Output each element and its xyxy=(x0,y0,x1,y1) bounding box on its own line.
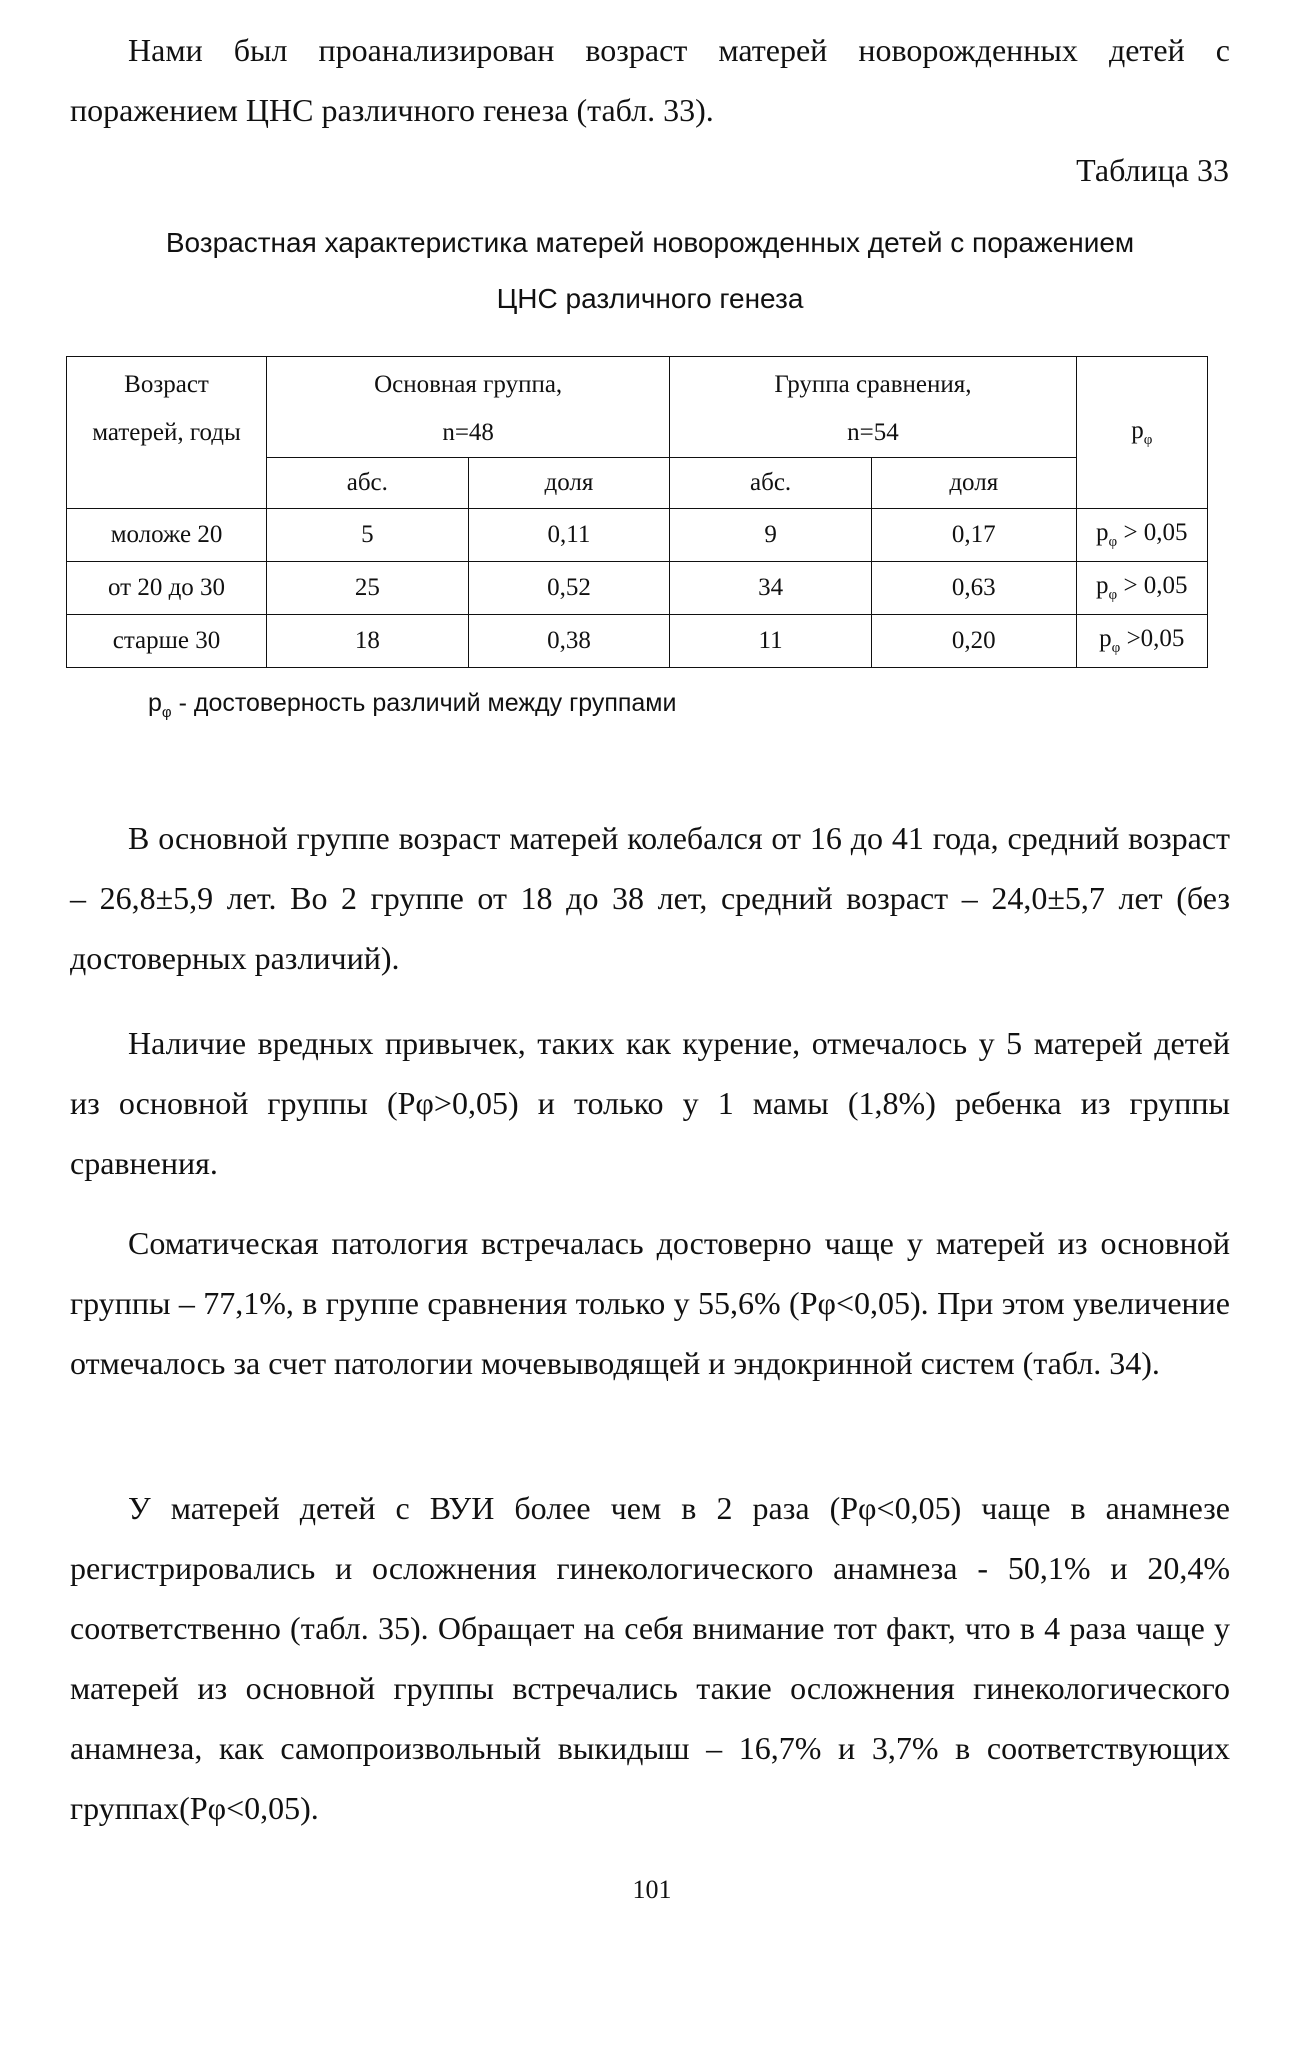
p-rest: >0,05 xyxy=(1120,625,1185,652)
table-header-row xyxy=(67,357,1208,458)
paragraph-age-range: В основной группе возраст матерей колебался от 16 до 41 года, средний возраст – 26,8±5,9 лет. Во 2 группе от 18 до 38 лет, средний возраст – 24,0±5,7 лет (без достоверных различий). xyxy=(70,820,1230,976)
cell-main-abs: 25 xyxy=(267,562,469,615)
p-rest: > 0,05 xyxy=(1117,572,1188,599)
header-main-group-line-1: Основная группа, xyxy=(374,371,563,398)
table-row xyxy=(67,615,1208,668)
cell-main-abs: 18 xyxy=(267,615,469,668)
p-sub: φ xyxy=(1108,534,1118,550)
header-main-group-line-2: n=48 xyxy=(442,419,494,446)
subheader-main-abs: абс. xyxy=(267,458,469,509)
footnote-text: - достоверность различий между группами xyxy=(171,689,677,717)
cell-comp-abs: 9 xyxy=(670,509,872,562)
header-comparison-group-line-1: Группа сравнения, xyxy=(774,371,972,398)
subheader-comp-share: доля xyxy=(871,458,1076,509)
subheader-comp-abs: абс. xyxy=(670,458,872,509)
paragraph-somatic: Соматическая патология встречалась достоверно чаще у матерей из основной группы – 77,1%, в группе сравнения только у 55,6% (Рφ<0,05). При этом увеличение отмечалось за счет патологии мочевыводящей и эндокринной систем (табл. 34). xyxy=(70,1225,1230,1381)
table-title-line-1: Возрастная характеристика матерей новорожденных детей с поражением xyxy=(165,227,1135,258)
header-p-value xyxy=(1076,357,1207,509)
table-title xyxy=(70,215,1230,327)
cell-age: старше 30 xyxy=(67,615,267,668)
paragraph-intro: Нами был проанализирован возраст матерей новорожденных детей с поражением ЦНС различного генеза (табл. 33). xyxy=(70,32,1230,128)
table-footnote xyxy=(148,688,676,728)
cell-age: моложе 20 xyxy=(67,509,267,562)
cell-p-value xyxy=(1076,509,1207,562)
table-label: Таблица 33 xyxy=(1076,152,1229,188)
header-age xyxy=(67,357,267,509)
p-letter: p xyxy=(1096,572,1109,599)
footnote-p-sub: φ xyxy=(161,704,172,721)
paragraph-gynecologic: У матерей детей с ВУИ более чем в 2 раза (Рφ<0,05) чаще в анамнезе регистрировались и осложнения гинекологического анамнеза - 50,1% и 20,4% соответственно (табл. 35). Обращает на себя внимание тот факт, что в 4 раза чаще у матерей из основной группы встречались такие осложнения гинекологического анамнеза, как самопроизвольный выкидыш – 16,7% и 3,7% в соответствующих группах(Рφ<0,05). xyxy=(70,1490,1230,1826)
header-age-line-2: матерей, годы xyxy=(92,419,241,446)
subheader-main-share: доля xyxy=(468,458,670,509)
cell-comp-share: 0,17 xyxy=(871,509,1076,562)
cell-comp-abs: 34 xyxy=(670,562,872,615)
footnote-p-letter: p xyxy=(148,689,162,717)
cell-main-share: 0,11 xyxy=(468,509,670,562)
p-sub: φ xyxy=(1108,587,1118,603)
table-row xyxy=(67,562,1208,615)
cell-age: от 20 до 30 xyxy=(67,562,267,615)
cell-comp-share: 0,63 xyxy=(871,562,1076,615)
cell-p-value xyxy=(1076,615,1207,668)
header-comparison-group-line-2: n=54 xyxy=(847,419,899,446)
header-main-group xyxy=(267,357,670,458)
p-letter: p xyxy=(1099,625,1112,652)
header-age-line-1: Возраст xyxy=(124,371,209,398)
page-number: 101 xyxy=(632,1875,672,1904)
p-rest: > 0,05 xyxy=(1117,519,1188,546)
cell-main-share: 0,38 xyxy=(468,615,670,668)
age-table xyxy=(66,356,1208,668)
p-sub: φ xyxy=(1111,640,1121,656)
cell-main-share: 0,52 xyxy=(468,562,670,615)
header-p-sub: φ xyxy=(1143,431,1153,448)
table-title-line-2: ЦНС различного генеза xyxy=(496,283,804,314)
table-row xyxy=(67,509,1208,562)
cell-main-abs: 5 xyxy=(267,509,469,562)
p-letter: p xyxy=(1096,519,1109,546)
cell-comp-abs: 11 xyxy=(670,615,872,668)
paragraph-habits: Наличие вредных привычек, таких как курение, отмечалось у 5 матерей детей из основной группы (Рφ>0,05) и только у 1 мамы (1,8%) ребенка из группы сравнения. xyxy=(70,1025,1230,1181)
cell-comp-share: 0,20 xyxy=(871,615,1076,668)
header-comparison-group xyxy=(670,357,1076,458)
header-p-letter: p xyxy=(1131,416,1144,444)
cell-p-value xyxy=(1076,562,1207,615)
